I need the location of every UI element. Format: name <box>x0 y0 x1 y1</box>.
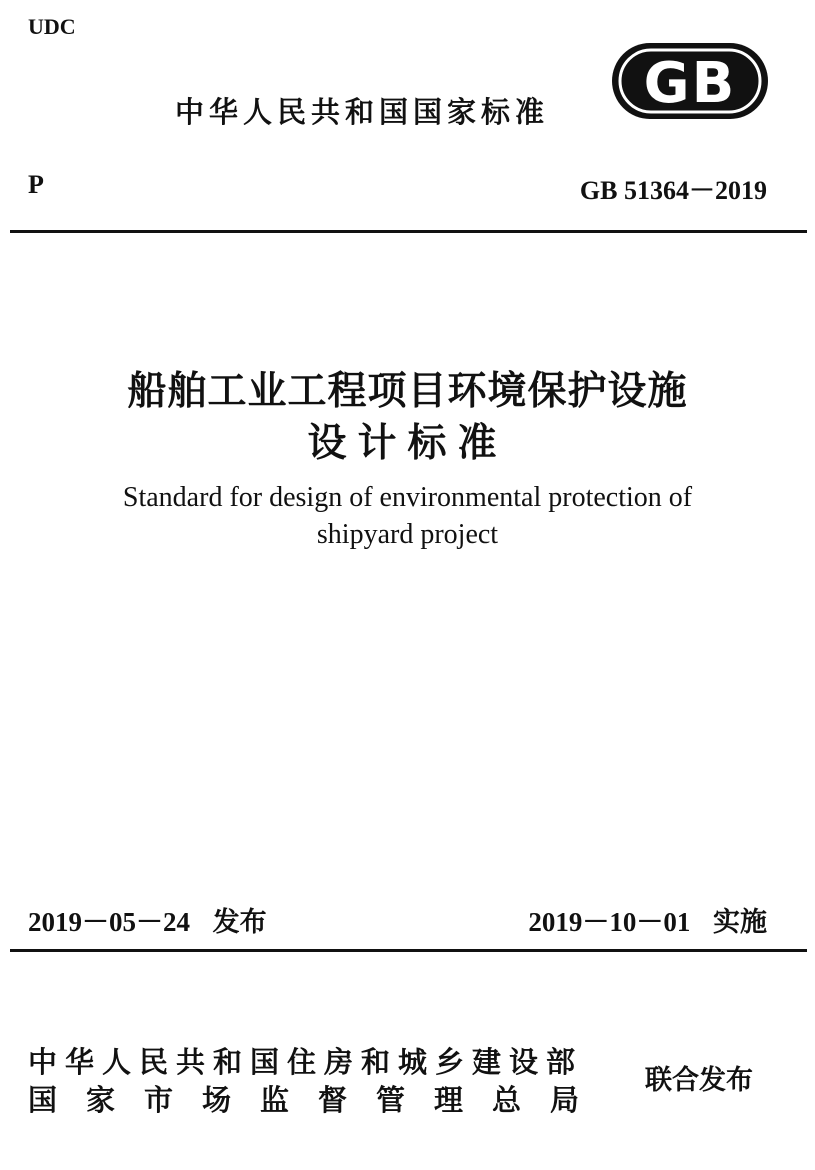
standard-number: GB 51364－2019 <box>579 176 767 205</box>
issuer-ministry: 中华人民共和国住房和城乡建设部 <box>28 1045 584 1079</box>
issuer-administration: 国家市场监督管理总局 <box>28 1083 609 1117</box>
title-chinese-line-2: 设计标准 <box>307 420 508 466</box>
udc-label: UDC <box>28 14 76 39</box>
top-divider <box>10 230 807 233</box>
title-english-line-2: shipyard project <box>316 519 499 550</box>
implementation-date-block <box>528 900 767 939</box>
classification-code: P <box>28 170 44 199</box>
national-standard-heading: 中华人民共和国国家标准 <box>175 95 550 129</box>
issue-label: 发布 <box>212 907 267 938</box>
implementation-label: 实施 <box>713 907 767 938</box>
issue-date: 2019－05－24 <box>28 907 190 937</box>
bottom-divider <box>10 949 807 952</box>
title-chinese-line-1: 船舶工业工程项目环境保护设施 <box>127 368 688 414</box>
joint-issue-label: 联合发布 <box>645 1065 753 1096</box>
title-english-line-1: Standard for design of environmental protection of <box>122 482 693 513</box>
gb-logo <box>610 40 770 122</box>
issue-date-block <box>28 900 267 939</box>
gb-logo-text: GB <box>643 51 737 116</box>
implementation-date: 2019－10－01 <box>528 907 691 937</box>
